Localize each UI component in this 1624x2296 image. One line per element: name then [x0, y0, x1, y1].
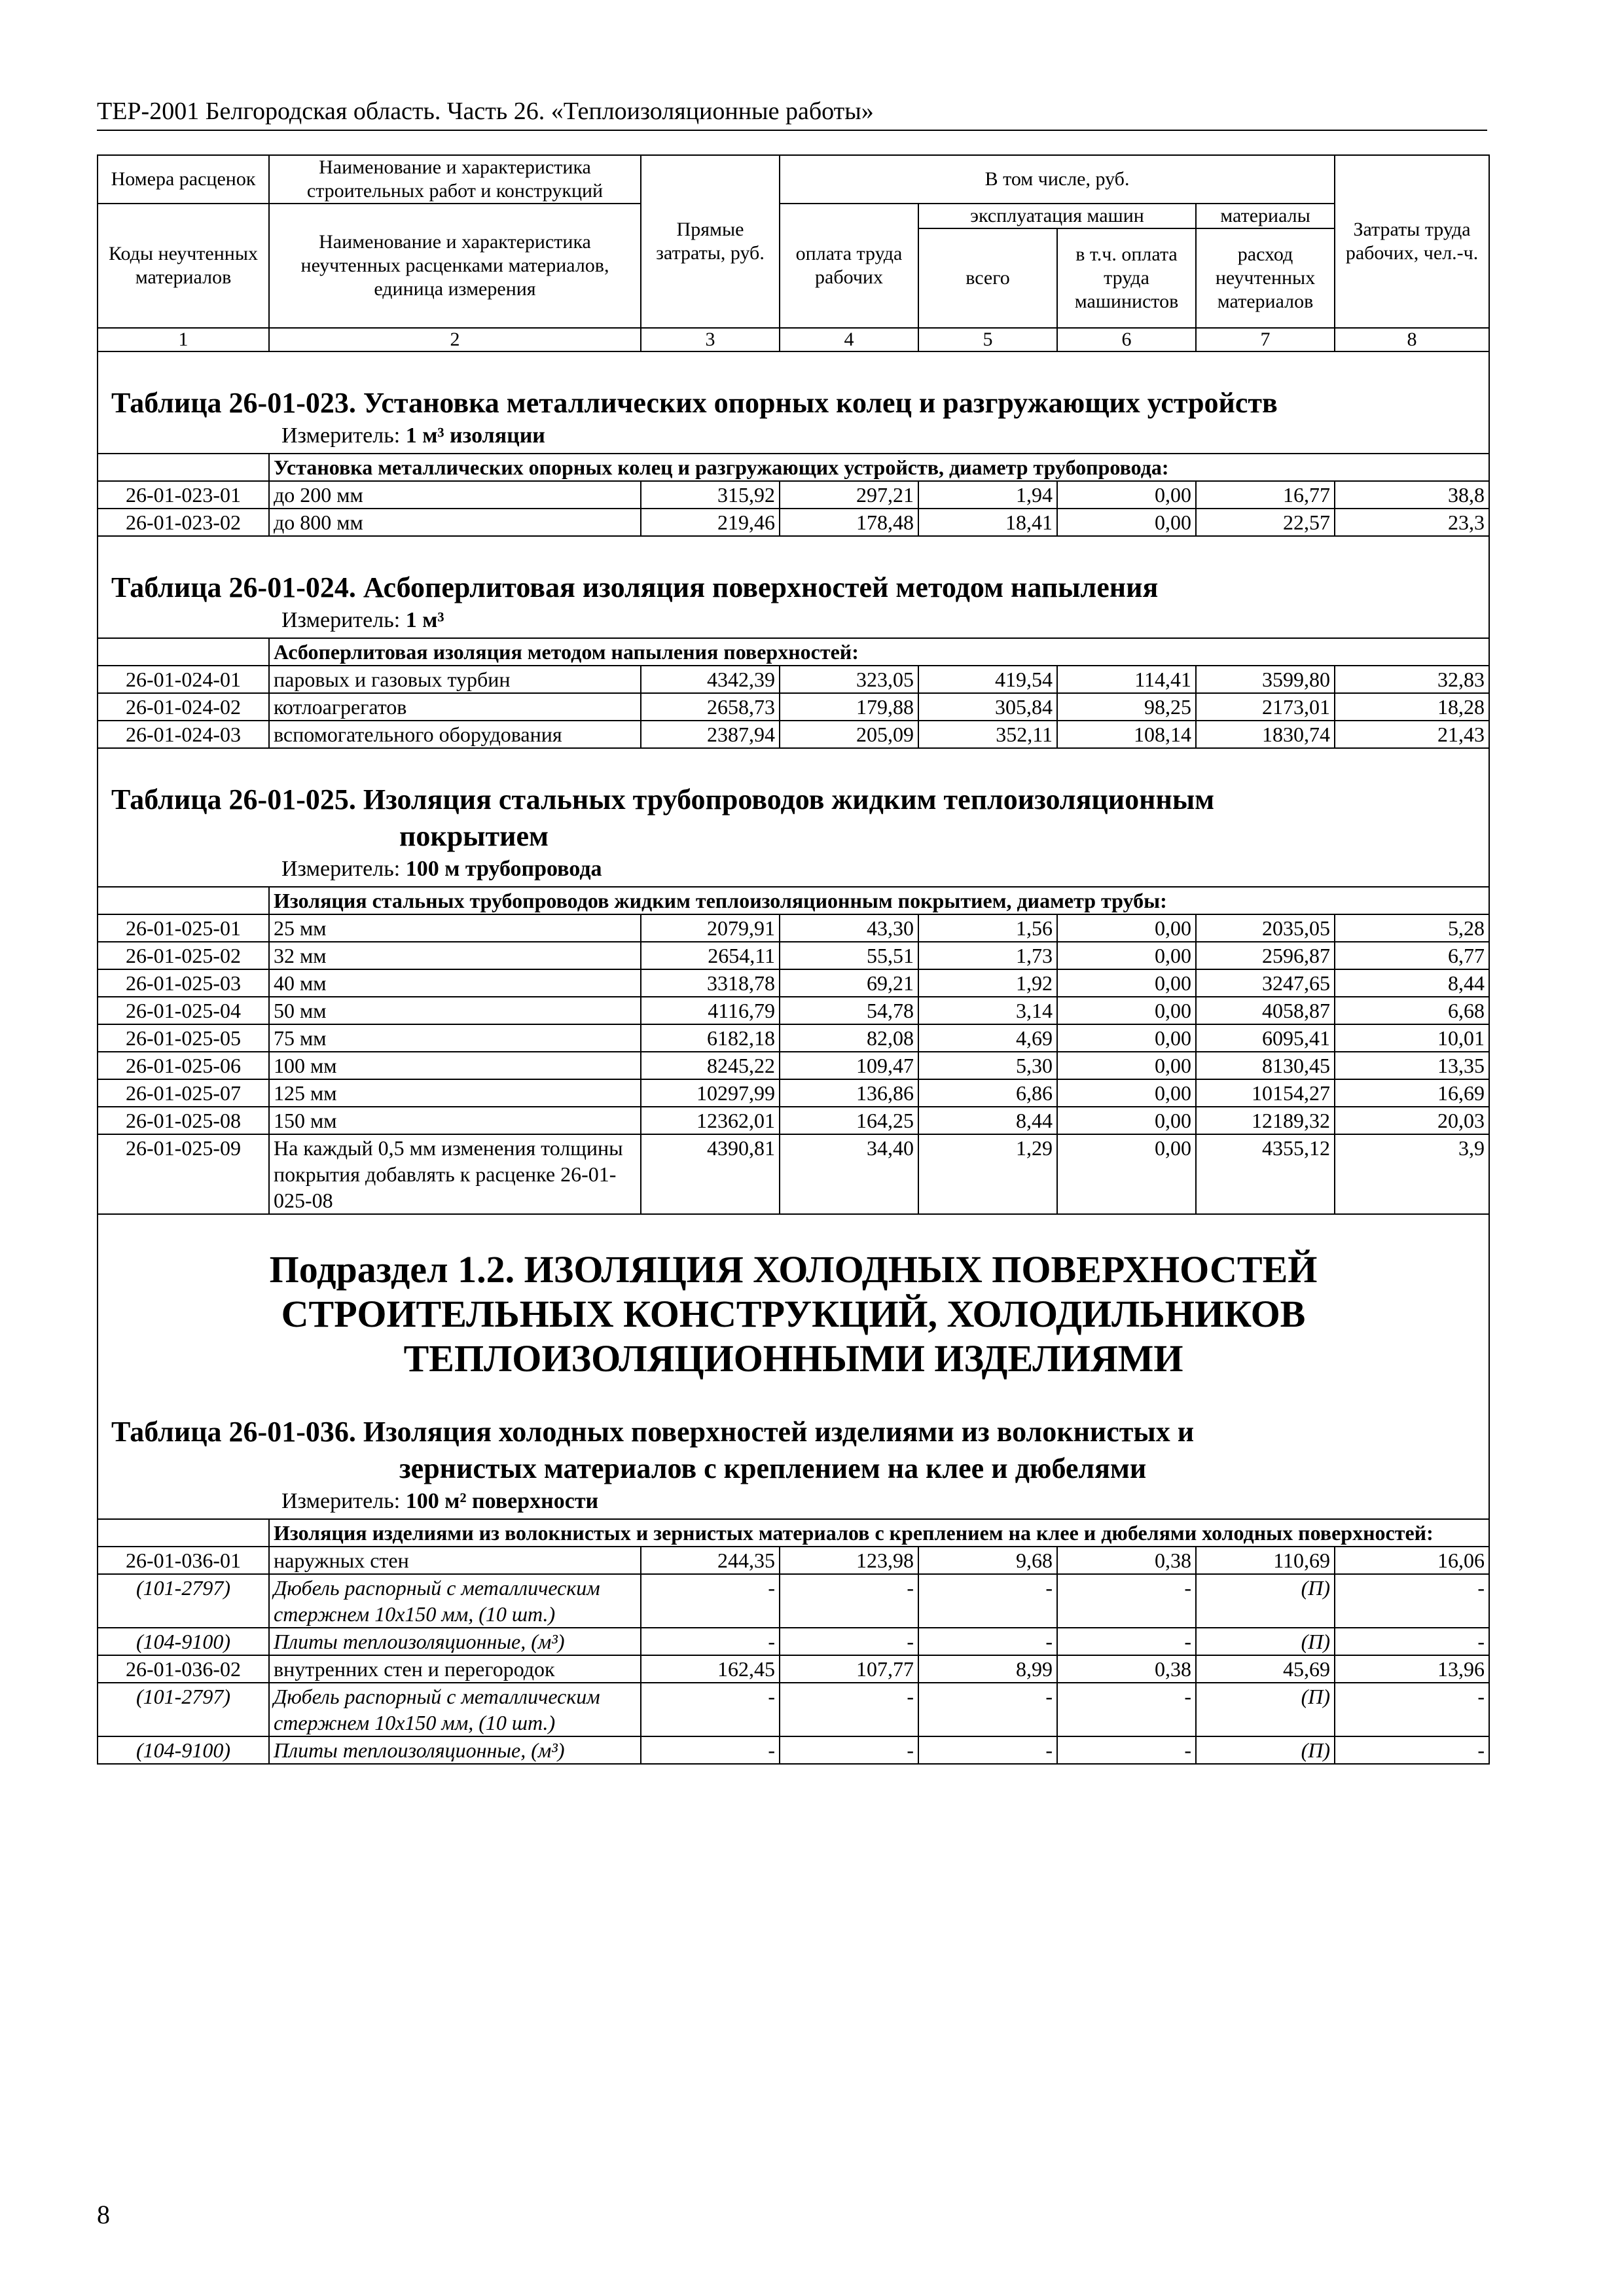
table-cell: 100 м трубопровода [405, 857, 602, 881]
table-cell: 26-01-025-03 [98, 969, 269, 997]
table-cell: 10297,99 [641, 1079, 780, 1107]
table-cell: 179,88 [780, 693, 918, 721]
table-cell: (П) [1196, 1683, 1335, 1736]
table-cell: 26-01-024-02 [98, 693, 269, 721]
table-cell: 110,69 [1196, 1547, 1335, 1574]
table-cell: 8130,45 [1196, 1052, 1335, 1079]
table-cell: 0,00 [1057, 914, 1196, 942]
table-cell: 75 мм [269, 1024, 641, 1052]
table-cell: Плиты теплоизоляционные, (м³) [269, 1628, 641, 1655]
table-025-group: Изоляция стальных трубопроводов жидким теплоизоляционным покрытием, диаметр трубы: [269, 887, 1489, 914]
table-cell: 4058,87 [1196, 997, 1335, 1024]
table-row [98, 914, 1489, 942]
table-cell: (П) [1196, 1574, 1335, 1628]
table-cell: - [1335, 1683, 1489, 1736]
table-cell: 8,99 [918, 1655, 1057, 1683]
table-cell: (П) [1196, 1736, 1335, 1764]
table-cell: 0,00 [1057, 942, 1196, 969]
table-cell: - [641, 1736, 780, 1764]
materials-header: материалы [1196, 204, 1335, 228]
table-cell: 419,54 [918, 666, 1057, 693]
table-cell: 26-01-025-04 [98, 997, 269, 1024]
table-cell: 125 мм [269, 1079, 641, 1107]
table-cell: 34,40 [780, 1134, 918, 1214]
col7-header: расход неучтенных материалов [1196, 228, 1335, 328]
table-cell: - [780, 1628, 918, 1655]
table-cell: 0,38 [1057, 1547, 1196, 1574]
table-row [98, 666, 1489, 693]
table-024-title-row [98, 536, 1489, 638]
table-cell: 26-01-023-01 [98, 481, 269, 509]
table-row [98, 721, 1489, 748]
table-cell: - [780, 1574, 918, 1628]
table-cell: 6,77 [1335, 942, 1489, 969]
table-cell: - [641, 1683, 780, 1736]
table-cell: - [1335, 1574, 1489, 1628]
table-cell: 18,28 [1335, 693, 1489, 721]
table-row [98, 942, 1489, 969]
table-cell: - [1057, 1574, 1196, 1628]
table-cell: - [918, 1574, 1057, 1628]
table-cell: 0,00 [1057, 997, 1196, 1024]
table-cell: Дюбель распорный с металлическим стержнем 10х150 мм, (10 шт.) [269, 1574, 641, 1628]
material-row [98, 1736, 1489, 1764]
table-cell: 315,92 [641, 481, 780, 509]
table-row [98, 1547, 1489, 1574]
table-cell: 9,68 [918, 1547, 1057, 1574]
table-row [98, 1024, 1489, 1052]
table-cell: покрытием [399, 820, 549, 852]
table-cell: котлоагрегатов [269, 693, 641, 721]
table-cell: (101-2797) [98, 1683, 269, 1736]
material-row [98, 1574, 1489, 1628]
col2-header-bottom: Наименование и характеристика неучтенных расценками материалов, единица измерения [269, 204, 641, 328]
table-cell: (П) [1196, 1628, 1335, 1655]
table-cell: - [918, 1628, 1057, 1655]
table-cell: 98,25 [1057, 693, 1196, 721]
machines-header: эксплуатация машин [918, 204, 1196, 228]
table-cell: 107,77 [780, 1655, 918, 1683]
table-cell: 136,86 [780, 1079, 918, 1107]
col6-header: в т.ч. оплата труда машинистов [1057, 228, 1196, 328]
table-cell: 1 м³ изоляции [405, 423, 545, 448]
table-cell: 26-01-024-01 [98, 666, 269, 693]
table-cell: 4116,79 [641, 997, 780, 1024]
table-cell: 26-01-036-01 [98, 1547, 269, 1574]
table-cell: ТЕПЛОИЗОЛЯЦИОННЫМИ ИЗДЕЛИЯМИ [403, 1337, 1183, 1380]
table-cell: 4 [780, 328, 918, 351]
col4-header: оплата труда рабочих [780, 204, 918, 328]
table-cell: 3599,80 [1196, 666, 1335, 693]
table-cell: Измеритель: [281, 608, 401, 632]
table-cell: Таблица 26-01-025. Изоляция стальных трубопроводов жидким теплоизоляционным [111, 783, 1215, 816]
table-cell: 10154,27 [1196, 1079, 1335, 1107]
table-cell: СТРОИТЕЛЬНЫХ КОНСТРУКЦИЙ, ХОЛОДИЛЬНИКОВ [281, 1293, 1306, 1335]
table-cell: 2654,11 [641, 942, 780, 969]
table-cell: - [641, 1628, 780, 1655]
table-cell: Таблица 26-01-036. Изоляция холодных поверхностей изделиями из волокнистых и [111, 1416, 1195, 1448]
table-cell: 1 м³ [405, 608, 444, 632]
table-023-title-row [98, 351, 1489, 454]
table-cell: 352,11 [918, 721, 1057, 748]
table-cell: 8 [1335, 328, 1489, 351]
table-cell: до 800 мм [269, 509, 641, 536]
table-cell: (104-9100) [98, 1628, 269, 1655]
table-025-measure [98, 855, 1489, 886]
table-cell: - [918, 1736, 1057, 1764]
col1-header-top: Номера расценок [98, 155, 269, 204]
table-cell: 5,28 [1335, 914, 1489, 942]
table-cell: Дюбель распорный с металлическим стержнем 10х150 мм, (10 шт.) [269, 1683, 641, 1736]
table-cell: На каждый 0,5 мм изменения толщины покрытия добавлять к расценке 26-01-025-08 [269, 1134, 641, 1214]
incl-header: В том числе, руб. [780, 155, 1335, 204]
table-cell: 323,05 [780, 666, 918, 693]
material-row [98, 1683, 1489, 1736]
table-cell: 2079,91 [641, 914, 780, 942]
table-cell: 2035,05 [1196, 914, 1335, 942]
table-cell: 26-01-023-02 [98, 509, 269, 536]
table-025-group-row [98, 887, 1489, 914]
table-cell: 20,03 [1335, 1107, 1489, 1134]
table-row [98, 969, 1489, 997]
table-cell: 69,21 [780, 969, 918, 997]
table-cell: 4342,39 [641, 666, 780, 693]
table-cell: 26-01-024-03 [98, 721, 269, 748]
table-cell: 0,00 [1057, 509, 1196, 536]
table-025-title [98, 749, 1489, 855]
table-cell: 205,09 [780, 721, 918, 748]
table-cell: - [780, 1683, 918, 1736]
table-cell: 2173,01 [1196, 693, 1335, 721]
table-cell: 25 мм [269, 914, 641, 942]
table-cell: 2658,73 [641, 693, 780, 721]
table-cell: 18,41 [918, 509, 1057, 536]
table-024-title: Таблица 26-01-024. Асбоперлитовая изоляция поверхностей методом напыления [111, 571, 1159, 603]
table-cell: 109,47 [780, 1052, 918, 1079]
table-cell: 8245,22 [641, 1052, 780, 1079]
table-036-measure [98, 1487, 1489, 1518]
table-cell: 0,00 [1057, 969, 1196, 997]
table-cell: 82,08 [780, 1024, 918, 1052]
table-cell: - [1057, 1628, 1196, 1655]
table-cell: 100 м² поверхности [405, 1489, 599, 1513]
table-023-title: Таблица 26-01-023. Установка металлических опорных колец и разгружающих устройств [111, 387, 1278, 419]
table-cell: 4390,81 [641, 1134, 780, 1214]
table-cell: 26-01-025-01 [98, 914, 269, 942]
table-cell: Плиты теплоизоляционные, (м³) [269, 1736, 641, 1764]
table-cell: 3,14 [918, 997, 1057, 1024]
table-cell: 43,30 [780, 914, 918, 942]
table-cell: 21,43 [1335, 721, 1489, 748]
subsection-title [98, 1215, 1489, 1381]
page-number: 8 [97, 2200, 110, 2229]
table-cell: 164,25 [780, 1107, 918, 1134]
table-cell: 4,69 [918, 1024, 1057, 1052]
table-cell: вспомогательного оборудования [269, 721, 641, 748]
table-cell: 32 мм [269, 942, 641, 969]
table-cell: 50 мм [269, 997, 641, 1024]
running-header: ТЕР-2001 Белгородская область. Часть 26. «Теплоизоляционные работы» [97, 97, 1487, 131]
table-cell: 0,00 [1057, 1107, 1196, 1134]
table-cell: 114,41 [1057, 666, 1196, 693]
table-cell: 6182,18 [641, 1024, 780, 1052]
table-cell: 7 [1196, 328, 1335, 351]
table-cell: 6095,41 [1196, 1024, 1335, 1052]
col1-header-bottom: Коды неучтенных материалов [98, 204, 269, 328]
table-cell: 1 [98, 328, 269, 351]
table-cell: 16,77 [1196, 481, 1335, 509]
table-cell: 2387,94 [641, 721, 780, 748]
table-cell: 40 мм [269, 969, 641, 997]
table-cell: 178,48 [780, 509, 918, 536]
table-cell: 45,69 [1196, 1655, 1335, 1683]
table-cell: Измеритель: [281, 857, 401, 881]
table-cell: - [1335, 1736, 1489, 1764]
table-cell: внутренних стен и перегородок [269, 1655, 641, 1683]
table-cell: 16,06 [1335, 1547, 1489, 1574]
table-cell: 1,92 [918, 969, 1057, 997]
table-cell: 38,8 [1335, 481, 1489, 509]
table-cell: 0,00 [1057, 1079, 1196, 1107]
table-036-group-row [98, 1519, 1489, 1547]
table-024-group: Асбоперлитовая изоляция методом напыления поверхностей: [269, 638, 1489, 666]
table-024-group-row [98, 638, 1489, 666]
table-cell: наружных стен [269, 1547, 641, 1574]
table-cell: 0,00 [1057, 481, 1196, 509]
table-row [98, 1052, 1489, 1079]
table-cell: 1,94 [918, 481, 1057, 509]
table-cell: 22,57 [1196, 509, 1335, 536]
table-cell: 0,38 [1057, 1655, 1196, 1683]
table-cell: 26-01-025-05 [98, 1024, 269, 1052]
price-table-body [97, 154, 1490, 1765]
table-row [98, 1107, 1489, 1134]
table-row [98, 997, 1489, 1024]
table-row [98, 509, 1489, 536]
table-cell: 13,35 [1335, 1052, 1489, 1079]
col2-header-top: Наименование и характеристика строительных работ и конструкций [269, 155, 641, 204]
col3-header: Прямые затраты, руб. [641, 155, 780, 328]
table-cell: 162,45 [641, 1655, 780, 1683]
table-cell: 6 [1057, 328, 1196, 351]
table-cell: - [1057, 1683, 1196, 1736]
table-cell: 12189,32 [1196, 1107, 1335, 1134]
table-cell: Подраздел 1.2. ИЗОЛЯЦИЯ ХОЛОДНЫХ ПОВЕРХНОСТЕЙ [269, 1248, 1318, 1291]
table-023-group-row [98, 454, 1489, 481]
table-cell: 55,51 [780, 942, 918, 969]
table-cell: 8,44 [1335, 969, 1489, 997]
table-cell: 0,00 [1057, 1052, 1196, 1079]
table-row [98, 1655, 1489, 1683]
table-cell: 123,98 [780, 1547, 918, 1574]
table-cell: 3 [641, 328, 780, 351]
table-cell: паровых и газовых турбин [269, 666, 641, 693]
table-row [98, 481, 1489, 509]
table-036-title [98, 1381, 1489, 1487]
table-cell: 100 мм [269, 1052, 641, 1079]
table-cell: 26-01-025-09 [98, 1134, 269, 1214]
table-cell: 12362,01 [641, 1107, 780, 1134]
table-cell: 26-01-025-07 [98, 1079, 269, 1107]
table-cell: 32,83 [1335, 666, 1489, 693]
table-cell: 3247,65 [1196, 969, 1335, 997]
table-024-measure [98, 606, 1489, 637]
table-cell: 4355,12 [1196, 1134, 1335, 1214]
table-cell: 2 [269, 328, 641, 351]
table-023-measure [98, 422, 1489, 453]
table-cell: Измеритель: [281, 423, 401, 448]
table-cell: 1,73 [918, 942, 1057, 969]
table-cell: - [1335, 1628, 1489, 1655]
table-cell: 297,21 [780, 481, 918, 509]
table-cell: 6,68 [1335, 997, 1489, 1024]
table-023-group: Установка металлических опорных колец и разгружающих устройств, диаметр трубопровода: [269, 454, 1489, 481]
table-row [98, 1079, 1489, 1107]
table-cell: 150 мм [269, 1107, 641, 1134]
table-cell: 3318,78 [641, 969, 780, 997]
column-numbers-row [98, 328, 1489, 351]
table-cell: 244,35 [641, 1547, 780, 1574]
table-row [98, 1134, 1489, 1214]
table-cell: 0,00 [1057, 1024, 1196, 1052]
col5-header: всего [918, 228, 1057, 328]
table-cell: 305,84 [918, 693, 1057, 721]
table-cell: 1,29 [918, 1134, 1057, 1214]
table-cell: зернистых материалов с креплением на клее и дюбелями [399, 1452, 1147, 1484]
table-cell: 13,96 [1335, 1655, 1489, 1683]
table-cell: Измеритель: [281, 1489, 401, 1513]
table-cell: 16,69 [1335, 1079, 1489, 1107]
table-cell: 1830,74 [1196, 721, 1335, 748]
col8-header: Затраты труда рабочих, чел.-ч. [1335, 155, 1489, 328]
material-row [98, 1628, 1489, 1655]
table-cell: - [1057, 1736, 1196, 1764]
table-cell: 26-01-025-02 [98, 942, 269, 969]
table-cell: 108,14 [1057, 721, 1196, 748]
table-cell: 8,44 [918, 1107, 1057, 1134]
table-cell: (104-9100) [98, 1736, 269, 1764]
table-cell: 23,3 [1335, 509, 1489, 536]
table-row [98, 693, 1489, 721]
table-cell: 26-01-025-08 [98, 1107, 269, 1134]
table-cell: - [918, 1683, 1057, 1736]
table-cell: 2596,87 [1196, 942, 1335, 969]
table-cell: - [780, 1736, 918, 1764]
table-cell: 0,00 [1057, 1134, 1196, 1214]
table-cell: (101-2797) [98, 1574, 269, 1628]
table-cell: 54,78 [780, 997, 918, 1024]
table-036-group: Изоляция изделиями из волокнистых и зернистых материалов с креплением на клее и дюбелями холодных поверхностей: [269, 1519, 1489, 1547]
table-cell: 219,46 [641, 509, 780, 536]
table-cell: 26-01-036-02 [98, 1655, 269, 1683]
table-cell: 5,30 [918, 1052, 1057, 1079]
table-cell: 5 [918, 328, 1057, 351]
table-cell: до 200 мм [269, 481, 641, 509]
table-cell: 26-01-025-06 [98, 1052, 269, 1079]
table-cell: 3,9 [1335, 1134, 1489, 1214]
table-025-title-row [98, 748, 1489, 887]
table-cell: 1,56 [918, 914, 1057, 942]
table-cell: 6,86 [918, 1079, 1057, 1107]
table-cell: 10,01 [1335, 1024, 1489, 1052]
table-cell: - [641, 1574, 780, 1628]
subsection-row [98, 1214, 1489, 1519]
